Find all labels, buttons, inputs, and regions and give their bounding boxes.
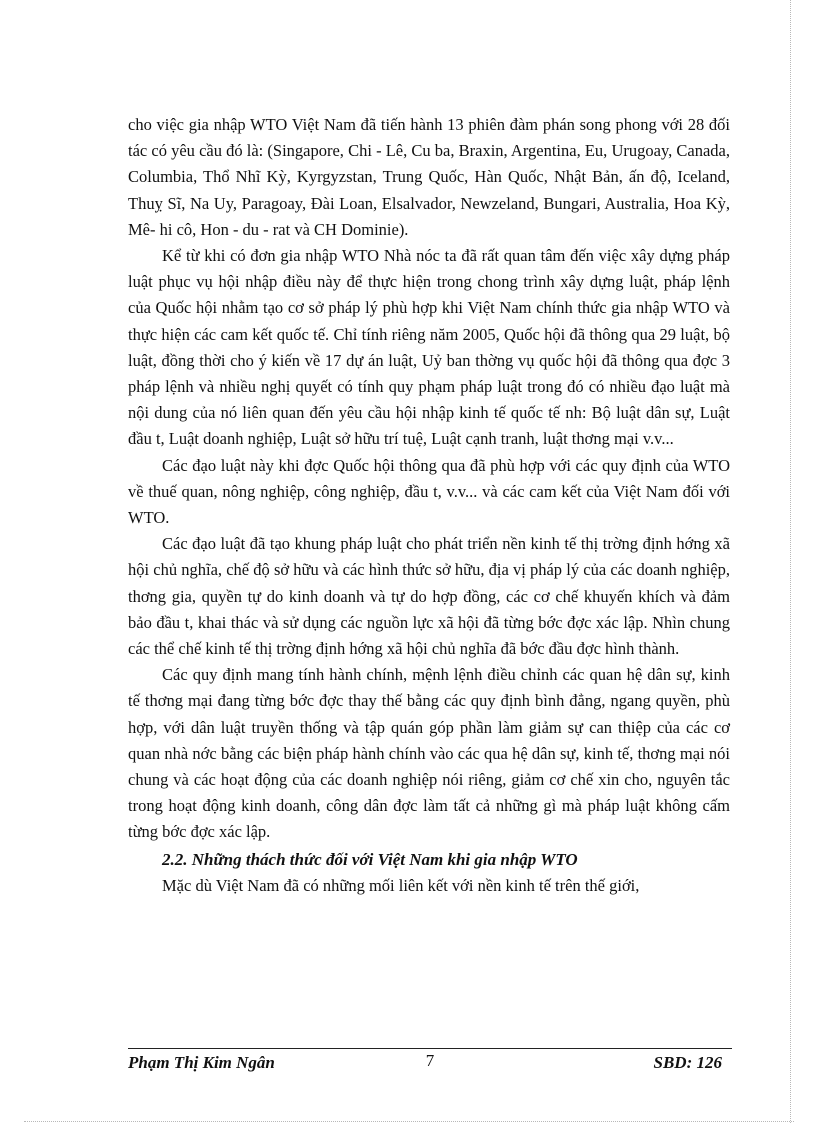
paragraph-2: Kể từ khi có đơn gia nhập WTO Nhà nóc ta đã rất quan tâm đến việc xây dựng pháp luật phục vụ hội nhập điều này để thực hiện trong chong trình xây dựng luật, pháp lệnh của Quốc hội nhằm tạo cơ sở pháp lý phù hợp khi Việt Nam chính thức gia nhập WTO và thực hiện các cam kết quốc tế. Chỉ tính riêng năm 2005, Quốc hội đã thông qua 29 luật, bộ luật, đồng thời cho ý kiến về 17 dự án luật, Uỷ ban thờng vụ quốc hội đã thông qua đợc 3 pháp lệnh và nhiều nghị quyết có tính quy phạm pháp luật trong đó có nhiều đạo luật mà nội dung của nó liên quan đến yêu cầu hội nhập kinh tế quốc tế nh: Bộ luật dân sự, Luật đầu t, Luật doanh nghiệp, Luật sở hữu trí tuệ, Luật cạnh tranh, luật thơng mại v.v... bbox=[128, 246, 730, 449]
footer-divider bbox=[128, 1048, 732, 1049]
footer-author: Phạm Thị Kim Ngân bbox=[128, 1053, 275, 1072]
bottom-dotted-border bbox=[24, 1121, 794, 1122]
paragraph-6: Mặc dù Việt Nam đã có những mối liên kết với nền kinh tế trên thế giới, bbox=[162, 875, 640, 895]
paragraph-1: cho việc gia nhập WTO Việt Nam đã tiến hành 13 phiên đàm phán song phong với 28 đối tác có yêu cầu đó là: (Singapore, Chi - Lê, Cu ba, Braxin, Argentina, Eu, Urugoay, Canada, Columbia, Thổ Nhĩ Kỳ, Kyrgyzstan, Trung Quốc, Hàn Quốc, Nhật Bản, ấn độ, Iceland, Thuỵ Sĩ, Na Uy, Paragoay, Đài Loan, Elsalvador, Newzeland, Bungari, Australia, Hoa Kỳ, Mê- hi cô, Hon - du - rat và CH Dominie). bbox=[128, 115, 730, 239]
page-footer bbox=[128, 1050, 732, 1072]
paragraph-4: Các đạo luật đã tạo khung pháp luật cho phát triển nền kinh tế thị trờng định hớng xã hội chủ nghĩa, chế độ sở hữu và các hình thức sở hữu, địa vị pháp lý của các doanh nghiệp, thơng gia, quyền tự do kinh doanh và tự do hợp đồng, các cơ chế khuyến khích và đảm bảo đầu t, khai thác và sử dụng các nguồn lực xã hội đã từng bớc đợc xác lập. Nhìn chung các thể chế kinh tế thị trờng định hớng xã hội chủ nghĩa đã bớc đầu đợc hình thành. bbox=[128, 534, 730, 659]
body-text bbox=[128, 112, 730, 899]
section-heading: 2.2. Những thách thức đối với Việt Nam khi gia nhập WTO bbox=[162, 849, 578, 869]
page-number: 7 bbox=[425, 1051, 435, 1070]
right-dotted-border bbox=[790, 0, 791, 1123]
footer-sbd: SBD: 126 bbox=[653, 1053, 722, 1072]
paragraph-5: Các quy định mang tính hành chính, mệnh lệnh điều chỉnh các quan hệ dân sự, kinh tế thơng mại đang từng bớc đợc thay thế bằng các quy định bình đẳng, ngang quyền, phù hợp, với dân luật truyền thống và tập quán góp phần làm giảm sự can thiệp của các cơ quan nhà nớc bằng các biện pháp hành chính vào các qua hệ dân sự, kinh tế, thơng mại nói chung và các hoạt động của các doanh nghiệp nói riêng, giảm cơ chế xin cho, nguyên tắc trong hoạt động kinh doanh, công dân đợc làm tất cả những gì mà pháp luật không cấm từng bớc đợc xác lập. bbox=[128, 665, 730, 842]
paragraph-3: Các đạo luật này khi đợc Quốc hội thông qua đã phù hợp với các quy định của WTO về thuế quan, nông nghiệp, công nghiệp, đầu t, v.v... và các cam kết của Việt Nam đối với WTO. bbox=[128, 455, 730, 528]
